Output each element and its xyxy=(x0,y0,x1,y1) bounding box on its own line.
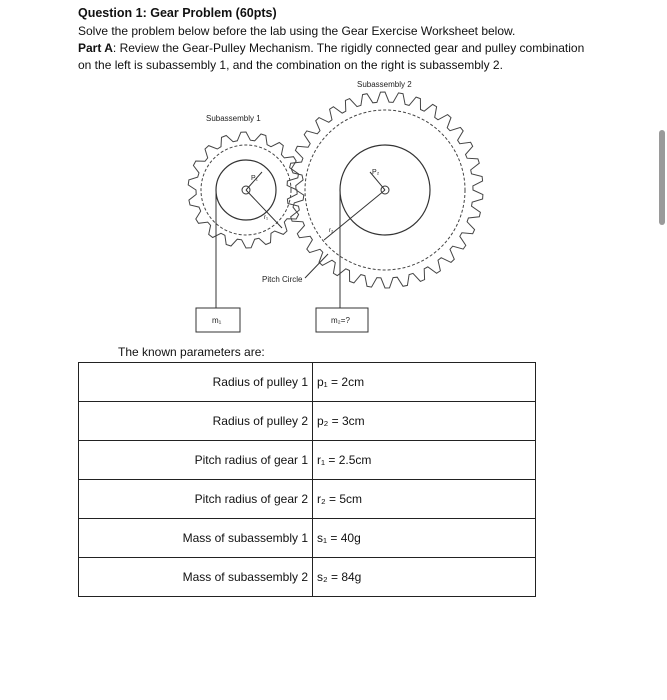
pitch-circle-label: Pitch Circle xyxy=(262,275,303,284)
param-value: r₂ = 5cm xyxy=(313,480,536,519)
param-value: p₂ = 3cm xyxy=(313,402,536,441)
subassembly-2-label: Subassembly 2 xyxy=(357,80,412,89)
vertical-scrollbar[interactable] xyxy=(659,130,665,225)
known-parameters-label: The known parameters are: xyxy=(118,345,265,359)
part-a-text-cont: on the left is subassembly 1, and the combination on the right is subassembly 2. xyxy=(78,58,503,72)
param-value: s₁ = 40g xyxy=(313,519,536,558)
mass-2-label: m₂=? xyxy=(331,316,350,325)
parameters-table xyxy=(78,362,536,597)
table-row xyxy=(79,519,536,558)
table-row xyxy=(79,480,536,519)
param-label: Pitch radius of gear 2 xyxy=(79,480,313,519)
gear-pulley-diagram xyxy=(0,0,667,345)
table-row xyxy=(79,363,536,402)
subassembly-1-label: Subassembly 1 xyxy=(206,114,261,123)
param-value: r₁ = 2.5cm xyxy=(313,441,536,480)
param-label: Mass of subassembly 1 xyxy=(79,519,313,558)
table-row xyxy=(79,441,536,480)
p1-label: P₁ xyxy=(251,175,259,182)
param-label: Pitch radius of gear 1 xyxy=(79,441,313,480)
pitch-circle-leader xyxy=(305,254,328,278)
r1-radius-line xyxy=(246,190,282,228)
param-label: Radius of pulley 1 xyxy=(79,363,313,402)
question-title: Question 1: Gear Problem (60pts) xyxy=(78,6,277,20)
instruction-text: Solve the problem below before the lab using the Gear Exercise Worksheet below. xyxy=(78,24,516,38)
param-value: p₁ = 2cm xyxy=(313,363,536,402)
mass-1-label: m₁ xyxy=(212,316,222,325)
p2-label: P₂ xyxy=(372,169,380,176)
param-label: Mass of subassembly 2 xyxy=(79,558,313,597)
r1-label: r₁ xyxy=(264,215,269,221)
param-label: Radius of pulley 2 xyxy=(79,402,313,441)
part-a-label: Part A xyxy=(78,41,113,55)
table-row xyxy=(79,558,536,597)
table-row xyxy=(79,402,536,441)
part-a-body: : Review the Gear-Pulley Mechanism. The rigidly connected gear and pulley combination xyxy=(112,41,585,55)
param-value: s₂ = 84g xyxy=(313,558,536,597)
r2-label: r₂ xyxy=(329,228,334,234)
